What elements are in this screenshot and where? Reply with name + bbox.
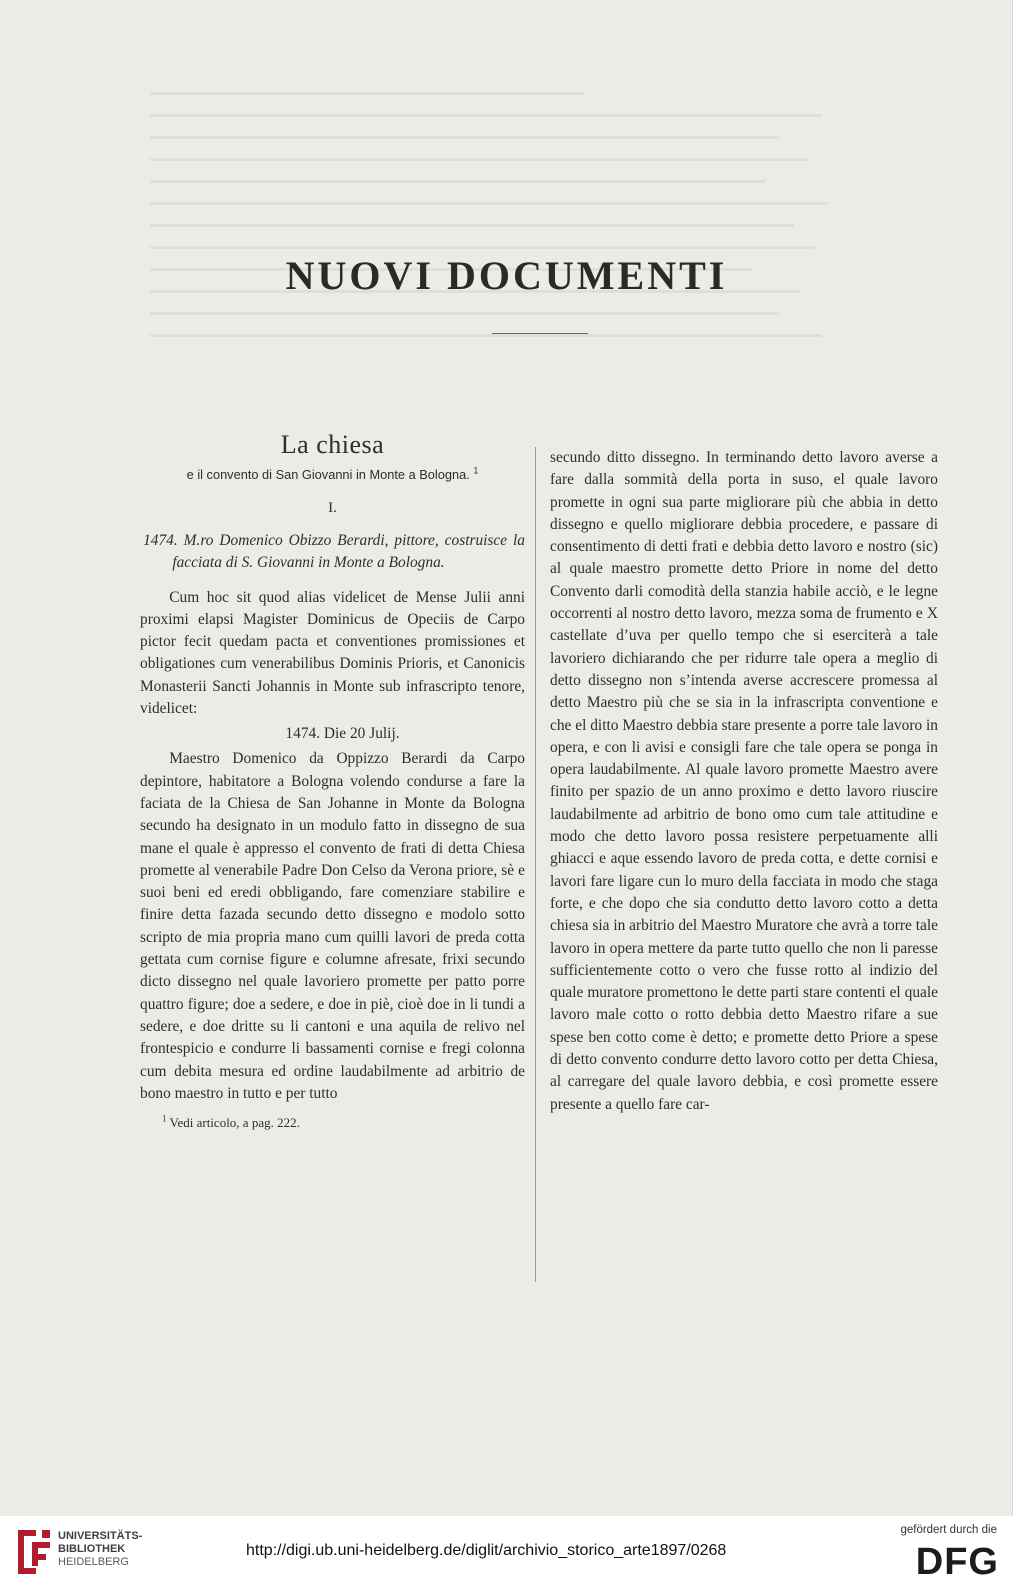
section-title: La chiesa: [280, 430, 385, 459]
footnote: [140, 1113, 525, 1133]
left-column: [140, 430, 525, 1133]
column-divider: [535, 447, 536, 1282]
permalink[interactable]: http://digi.ub.uni-heidelberg.de/diglit/archivio_storico_arte1897/0268: [246, 1542, 727, 1559]
right-column: [550, 447, 938, 1116]
footnote-marker: 1: [162, 1113, 167, 1124]
italian-paragraph-left: Maestro Domenico da Oppizzo Berardi da Carpo depintore, habitatore a Bologna volendo condurse a fare la faciata de la Chiesa de San Johanne in Monte da Bologna secundo ha designato in un modulo fatto in dissegno de sua mane el quale è appresso el convento de frati di detta Chiesa promette al venerabile Padre Don Celso da Verona priore, sè e suoi beni ed eredi obbligando, fare comenziare stabilire e finire detta fazada secundo detto dissegno e modolo sotto scripto de mia propria mano cum quilli lavori de preda cotta gettata cum cornise figure e columne afresate, frixi secundo dicto dissegno nel quale lavoriero promette per patto porre quattro figure; doe a sedere, e doe in piè, cioè doe in li tundi a sedere, e doe dritte su li cantoni e una aquila de relivo nel frontespicio e condurre li bassamenti cornise e fregi colonna cum debita mesura ed ordine laudabilmente ad arbitrio de bono maestro in tutto e per tutto: [140, 750, 525, 1102]
university-library-name: [58, 1530, 142, 1569]
document-number: I.: [328, 500, 337, 516]
italian-paragraph-right: secundo ditto dissegno. In terminando detto lavoro averse a fare dalla sommità della porta in suso, el quale lavoro promette in ogni sua parte migliorare più che abbia in detto dissegno e quello migliorare debbia procedere, e passare di consentimento di detti frati e debbia detto lavoro e nostro (sic) al quale maestro promette detto Priore in nome del detto Convento darli comodità della stanzia habile acciò, e le legne occorrenti al nostro detto lavoro, mezza soma de frumento e X castellate d’uva per quello tempo che si eserciterà a tale lavoriero dichiarando che per ridurre tale opera a meglio di detto dissegno non s’intenda averse accrescere promessa al detto Maestro più che se sia in la infrascripta conventione e che el ditto Maestro debbia stare presente a porre tale lavoro in opera, e con li avisi e consigli fare che tale opera se ponga in opera laudabilmente. Al quale lavoro promette Maestro avere finito per spazio de un anno proximo e detto lavoro riuscire laudabilmente ad arbitrio de bono omo cum tale attitudine e modo che detto lavoro possa resistere perpetuamente alli ghiacci e aque essendo lavoro de preda cotta, e dette cornisi e lavori fare ligare cun lo muro della facciata in modo che staga forte, e che dopo che sia condutto detto lavoro cotto a detta chiesa sia in arbitrio del Maestro Muratore che avrà a torre tale lavoro in opera mettere da parte tutto quello che non li paresse sufficientemente cotto o vero che fusse rotto al indizio del quale muratore promettono le dette parti stare contenti el quale lavoro male cotto o rotto debbia detto Maestro rifare a sue spese ben cotto come è detto; e promette detto Priore a spese di detto convento condurre detto lavoro cotto per detta Chiesa, al carregare del quale lavoro debbia, e così promette essere presente a quello fare car-: [550, 449, 938, 1113]
funded-by-label: gefördert durch die: [900, 1524, 997, 1536]
footnote-reference: 1: [473, 465, 479, 476]
library-line-3: HEIDELBERG: [58, 1556, 129, 1568]
section-subtitle-text: e il convento di San Giovanni in Monte a Bologna.: [186, 467, 470, 482]
dfg-logo: DFG: [915, 1541, 999, 1583]
section-subtitle: [140, 466, 525, 484]
library-line-1: UNIVERSITÄTS-: [58, 1530, 143, 1542]
bleed-through-text: [150, 92, 850, 392]
date-line: 1474. Die 20 Julij.: [285, 725, 400, 743]
university-library-logo: [12, 1526, 56, 1578]
title-rule: [492, 333, 588, 334]
footnote-text: Vedi articolo, a pag. 222.: [169, 1115, 300, 1131]
viewer-footer: [0, 1516, 1013, 1591]
page-title: NUOVI DOCUMENTI: [285, 253, 728, 298]
entry-heading: 1474. M.ro Domenico Obizzo Berardi, pittore, costruisce la facciata di S. Giovanni in Monte a Bologna.: [143, 532, 525, 572]
library-line-2: BIBLIOTHEK: [58, 1543, 126, 1555]
latin-paragraph: Cum hoc sit quod alias videlicet de Mense Julii anni proximi elapsi Magister Dominicus de Opeciis de Carpo pictor fecit quedam pacta et conventiones promissiones et obligationes cum venerabilibus Dominis Prioris, et Canonicis Monasterii Sancti Johannis in Monte sub infrascripto tenore, videlicet:: [140, 588, 525, 718]
